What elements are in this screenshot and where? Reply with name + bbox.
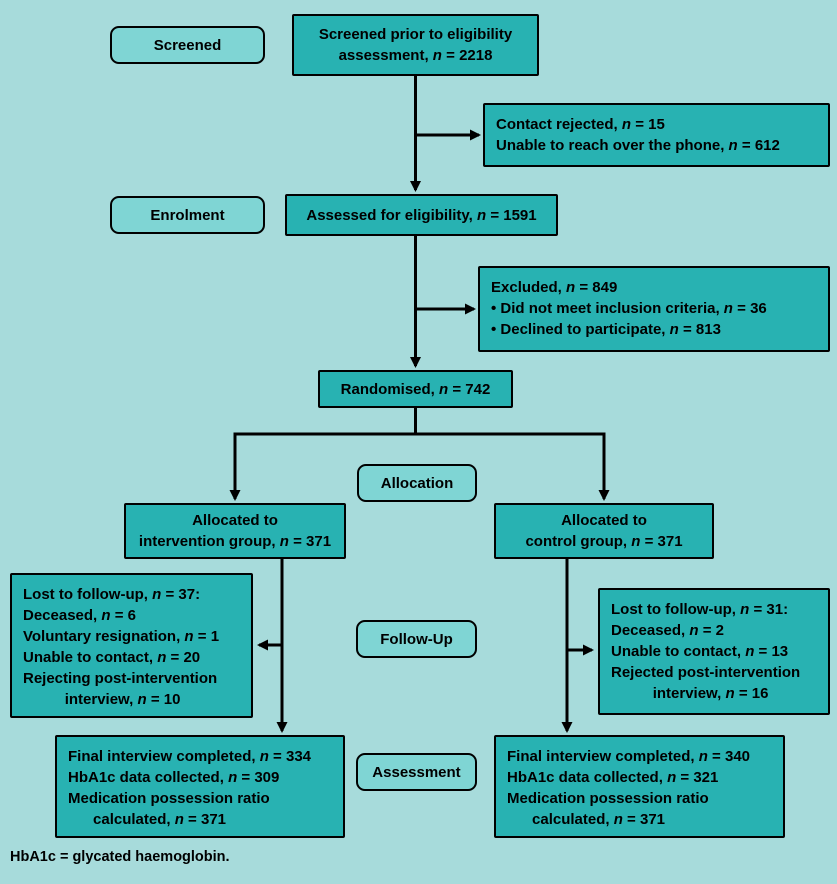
text-line: Lost to follow-up, n = 37: — [23, 586, 201, 603]
stage-label-screened: Screened — [110, 26, 265, 64]
text-line: Allocated to — [561, 512, 647, 529]
text-line: calculated, n = 371 — [507, 811, 666, 828]
stage-label-followup: Follow-Up — [356, 620, 477, 658]
text-line: calculated, n = 371 — [68, 811, 227, 828]
text-line: control group, n = 371 — [525, 533, 683, 550]
text-line: Rejected post-intervention — [611, 664, 801, 681]
text-line: Unable to contact, n = 20 — [23, 649, 201, 666]
text-line: Screened prior to eligibility — [318, 26, 513, 43]
text-line: assessment, n = 2218 — [338, 47, 493, 64]
text-line: Deceased, n = 6 — [23, 607, 136, 624]
box-assessed-eligibility — [285, 194, 558, 236]
text-line: Final interview completed, n = 340 — [507, 748, 751, 765]
text-line: Randomised, n = 742 — [340, 380, 491, 398]
box-allocated-control — [494, 503, 714, 559]
text-line: Medication possession ratio — [68, 790, 270, 807]
box-excluded — [478, 266, 830, 352]
text-line: Rejecting post-intervention — [23, 670, 218, 687]
text-line: Contact rejected, n = 15 — [496, 116, 665, 133]
text-line: • Did not meet inclusion criteria, n = 36 — [491, 300, 767, 317]
text-line: Unable to contact, n = 13 — [611, 643, 789, 660]
box-randomised — [318, 370, 513, 408]
box-allocated-intervention — [124, 503, 346, 559]
box-final-control — [494, 735, 785, 838]
footnote-hba1c: HbA1c = glycated haemoglobin. — [10, 849, 230, 865]
text-line: Unable to reach over the phone, n = 612 — [496, 137, 780, 154]
text-line: Allocated to — [192, 512, 278, 529]
text-line: Voluntary resignation, n = 1 — [23, 628, 220, 645]
text-line: Lost to follow-up, n = 31: — [611, 601, 789, 618]
text-line: Deceased, n = 2 — [611, 622, 724, 639]
text-line: • Declined to participate, n = 813 — [491, 321, 721, 338]
stage-label-enrolment: Enrolment — [110, 196, 265, 234]
text-line: HbA1c data collected, n = 309 — [68, 769, 280, 786]
text-line: Medication possession ratio — [507, 790, 709, 807]
box-lost-followup-intervention — [10, 573, 253, 718]
text-line: interview, n = 16 — [611, 685, 769, 702]
text-line: intervention group, n = 371 — [138, 533, 332, 550]
box-final-intervention — [55, 735, 345, 838]
text-line: interview, n = 10 — [23, 691, 181, 708]
box-lost-followup-control — [598, 588, 830, 715]
stage-label-assessment: Assessment — [356, 753, 477, 791]
text-line: HbA1c data collected, n = 321 — [507, 769, 719, 786]
text-line: Assessed for eligibility, n = 1591 — [306, 206, 537, 224]
box-contact-rejected — [483, 103, 830, 167]
text-line: Final interview completed, n = 334 — [68, 748, 312, 765]
stage-label-allocation: Allocation — [357, 464, 477, 502]
box-screened-prior — [292, 14, 539, 76]
text-line: Excluded, n = 849 — [491, 279, 618, 296]
